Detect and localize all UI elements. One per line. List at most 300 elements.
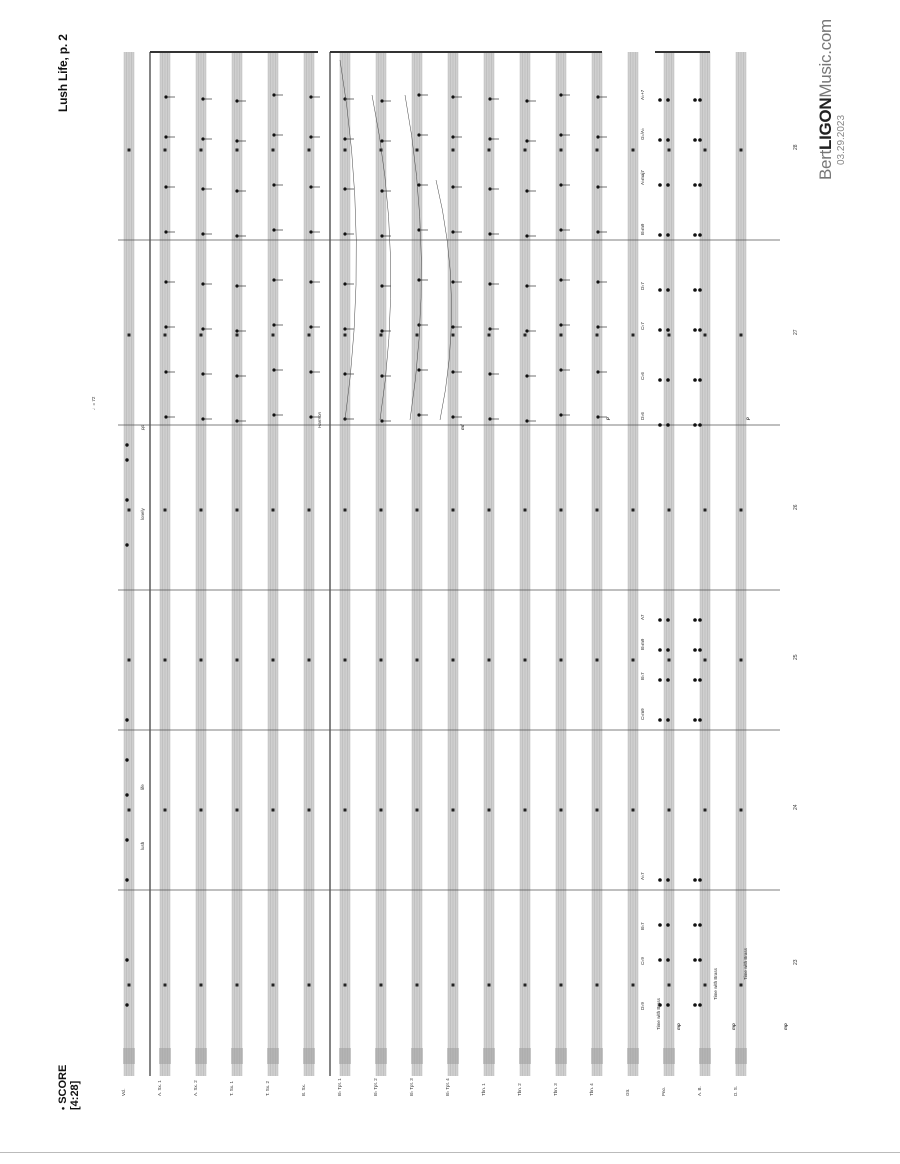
- dynamic-pp: pp: [140, 424, 145, 430]
- vocal-note: [125, 793, 128, 796]
- piano-note: [698, 878, 702, 882]
- note-head: [488, 97, 491, 100]
- rest-mark: [668, 809, 671, 812]
- note-head: [559, 368, 562, 371]
- note-head: [559, 228, 562, 231]
- score-label: [57, 1065, 81, 1110]
- rest-mark: [128, 149, 131, 152]
- note-head: [525, 329, 528, 332]
- note-head: [417, 368, 420, 371]
- rest-mark: [272, 509, 275, 512]
- note-head: [164, 135, 167, 138]
- piano-note: [693, 648, 697, 652]
- rest-mark: [344, 809, 347, 812]
- piano-note: [698, 378, 702, 382]
- piano-note: [698, 423, 702, 427]
- rest-mark: [272, 984, 275, 987]
- chord-symbol: D♭9: [640, 1002, 645, 1010]
- bar-number: 23: [793, 959, 799, 965]
- instrument-label: Tbn. 2: [517, 1083, 522, 1096]
- rest-mark: [524, 659, 527, 662]
- instrument-label: B♭ Tpt. 2: [373, 1078, 378, 1096]
- piano-note: [698, 98, 702, 102]
- note-head: [417, 278, 420, 281]
- rest-mark: [200, 984, 203, 987]
- clef-mark: [699, 1048, 711, 1064]
- instrument-label: A. Sx. 2: [193, 1080, 198, 1096]
- rest-mark: [200, 334, 203, 337]
- note-head: [488, 327, 491, 330]
- rest-mark: [200, 809, 203, 812]
- page-title: Lush Life, p. 2: [56, 34, 70, 112]
- rest-mark: [164, 659, 167, 662]
- piano-note: [666, 618, 670, 622]
- chord-symbol: D♭7: [640, 282, 645, 290]
- piano-note: [658, 923, 662, 927]
- clef-mark: [123, 1048, 135, 1064]
- dynamic-mp-1: mp: [676, 1023, 681, 1030]
- rest-mark: [668, 149, 671, 152]
- instrument-label: Pno.: [661, 1086, 666, 1096]
- piano-note: [658, 328, 662, 332]
- rest-mark: [632, 334, 635, 337]
- note-head: [451, 230, 454, 233]
- tempo-mark: ♩= 72: [91, 396, 96, 410]
- instrument-label: Tbn. 3: [553, 1083, 558, 1096]
- chord-symbol: D♭6: [640, 412, 645, 420]
- note-head: [201, 187, 204, 190]
- rest-mark: [560, 509, 563, 512]
- piano-note: [693, 958, 697, 962]
- note-head: [272, 133, 275, 136]
- note-head: [451, 95, 454, 98]
- piano-note: [693, 138, 697, 142]
- piano-note: [666, 648, 670, 652]
- vocal-note: [125, 543, 128, 546]
- clef-mark: [447, 1048, 459, 1064]
- instrument-label: A. B.: [697, 1086, 702, 1096]
- vocal-note: [125, 718, 128, 721]
- piano-note: [658, 138, 662, 142]
- rest-mark: [560, 149, 563, 152]
- rest-mark: [380, 149, 383, 152]
- note-head: [525, 189, 528, 192]
- vocal-note: [125, 1003, 128, 1006]
- rest-mark: [380, 809, 383, 812]
- chord-symbol: C♭6: [640, 372, 645, 380]
- chord-symbol: C♭7: [640, 322, 645, 330]
- rest-mark: [344, 149, 347, 152]
- bar-number: 27: [793, 329, 799, 335]
- rest-mark: [128, 809, 131, 812]
- clef-mark: [663, 1048, 675, 1064]
- chord-symbol: B♭m9: [640, 638, 645, 650]
- rest-mark: [164, 509, 167, 512]
- rest-mark: [452, 809, 455, 812]
- rest-mark: [488, 149, 491, 152]
- rest-mark: [308, 809, 311, 812]
- rest-mark: [416, 509, 419, 512]
- note-head: [525, 284, 528, 287]
- note-head: [201, 417, 204, 420]
- note-head: [343, 187, 346, 190]
- note-head: [164, 95, 167, 98]
- rest-mark: [740, 334, 743, 337]
- piano-note: [698, 648, 702, 652]
- chord-symbol: G♭/A♭: [640, 128, 645, 140]
- clef-mark: [591, 1048, 603, 1064]
- piano-note: [658, 678, 662, 682]
- note-head: [201, 97, 204, 100]
- dynamic-p-2: p: [745, 417, 750, 420]
- chord-symbol: C♭m9: [640, 708, 645, 720]
- note-head: [164, 185, 167, 188]
- piano-note: [698, 233, 702, 237]
- note-head: [201, 327, 204, 330]
- piano-note: [693, 923, 697, 927]
- note-head: [235, 419, 238, 422]
- note-head: [417, 228, 420, 231]
- piano-note: [698, 718, 702, 722]
- note-head: [596, 185, 599, 188]
- instrument-label: A. Sx. 1: [157, 1080, 162, 1096]
- rest-mark: [740, 509, 743, 512]
- rest-mark: [272, 334, 275, 337]
- vocal-note: [125, 758, 128, 761]
- rest-mark: [524, 984, 527, 987]
- dynamic-mf: mf: [460, 424, 465, 430]
- note-head: [309, 230, 312, 233]
- chord-symbol: A♭7: [640, 872, 645, 880]
- score-timing: [4:28]: [69, 1080, 81, 1110]
- note-head: [309, 135, 312, 138]
- rest-mark: [668, 509, 671, 512]
- note-head: [164, 370, 167, 373]
- clef-mark: [555, 1048, 567, 1064]
- rest-mark: [164, 984, 167, 987]
- note-head: [235, 329, 238, 332]
- rest-mark: [380, 984, 383, 987]
- note-head: [380, 419, 383, 422]
- rest-mark: [632, 659, 635, 662]
- rest-mark: [524, 809, 527, 812]
- note-head: [235, 139, 238, 142]
- rest-mark: [452, 149, 455, 152]
- chord-symbol: B♭7: [640, 922, 645, 930]
- note-head: [525, 419, 528, 422]
- note-head: [525, 374, 528, 377]
- rest-mark: [740, 659, 743, 662]
- piano-note: [693, 183, 697, 187]
- note-head: [559, 93, 562, 96]
- clef-mark: [339, 1048, 351, 1064]
- piano-note: [666, 423, 670, 427]
- rest-mark: [668, 334, 671, 337]
- note-head: [343, 137, 346, 140]
- instrument-label: B♭ Tpt. 3: [409, 1078, 414, 1096]
- piano-note: [658, 98, 662, 102]
- rest-mark: [704, 509, 707, 512]
- annotation-time-feel-3: Time with Brass: [743, 948, 748, 980]
- rest-mark: [704, 334, 707, 337]
- note-head: [272, 368, 275, 371]
- rest-mark: [416, 149, 419, 152]
- rest-mark: [560, 809, 563, 812]
- piano-note: [698, 138, 702, 142]
- chord-symbol: A7: [640, 614, 645, 620]
- instrument-label: Vcl.: [121, 1088, 126, 1096]
- rest-mark: [488, 509, 491, 512]
- note-head: [451, 280, 454, 283]
- note-head: [309, 185, 312, 188]
- piano-note: [693, 878, 697, 882]
- note-head: [201, 232, 204, 235]
- note-head: [164, 230, 167, 233]
- piano-note: [666, 718, 670, 722]
- note-head: [417, 93, 420, 96]
- note-head: [451, 185, 454, 188]
- rest-mark: [560, 659, 563, 662]
- piano-note: [693, 288, 697, 292]
- instrument-label: D. S.: [733, 1085, 738, 1096]
- instrument-label: B♭ Tpt. 1: [337, 1078, 342, 1096]
- instrument-label: B♭ Tpt. 4: [445, 1078, 450, 1096]
- rest-mark: [596, 809, 599, 812]
- rest-mark: [596, 659, 599, 662]
- piano-note: [698, 618, 702, 622]
- note-head: [596, 280, 599, 283]
- piano-note: [698, 288, 702, 292]
- clef-mark: [483, 1048, 495, 1064]
- dynamic-mp-2: mp: [731, 1023, 736, 1030]
- clef-mark: [627, 1048, 639, 1064]
- instrument-label: Tbn. 1: [481, 1083, 486, 1096]
- note-head: [343, 232, 346, 235]
- rest-mark: [164, 809, 167, 812]
- rest-mark: [308, 984, 311, 987]
- rest-mark: [704, 809, 707, 812]
- piano-note: [693, 328, 697, 332]
- rest-mark: [128, 334, 131, 337]
- note-head: [272, 228, 275, 231]
- rest-mark: [344, 509, 347, 512]
- bar-number: 25: [793, 654, 799, 660]
- vocal-note: [125, 958, 128, 961]
- note-head: [380, 284, 383, 287]
- rest-mark: [740, 809, 743, 812]
- note-head: [596, 325, 599, 328]
- vocal-text-2: life: [140, 784, 145, 790]
- note-head: [309, 415, 312, 418]
- clef-mark: [375, 1048, 387, 1064]
- rest-mark: [200, 659, 203, 662]
- rest-mark: [488, 809, 491, 812]
- dynamic-p-1: p: [605, 417, 610, 420]
- note-head: [417, 133, 420, 136]
- note-head: [525, 139, 528, 142]
- instrument-label: Gtr.: [625, 1088, 630, 1096]
- note-head: [164, 415, 167, 418]
- rest-mark: [596, 149, 599, 152]
- bar-number: 28: [793, 144, 799, 150]
- bar-number: 24: [793, 804, 799, 810]
- rest-mark: [272, 809, 275, 812]
- rest-mark: [632, 509, 635, 512]
- vocal-note: [125, 498, 128, 501]
- piano-note: [658, 233, 662, 237]
- rest-mark: [560, 334, 563, 337]
- rest-mark: [236, 149, 239, 152]
- rest-mark: [380, 334, 383, 337]
- rest-mark: [164, 149, 167, 152]
- rest-mark: [308, 149, 311, 152]
- rest-mark: [632, 984, 635, 987]
- rest-mark: [560, 984, 563, 987]
- vocal-text-3: lonely: [140, 508, 145, 520]
- instrument-label: T. Sx. 2: [265, 1080, 270, 1096]
- rest-mark: [452, 984, 455, 987]
- note-head: [272, 323, 275, 326]
- note-head: [488, 137, 491, 140]
- rest-mark: [308, 334, 311, 337]
- note-head: [164, 325, 167, 328]
- rest-mark: [236, 659, 239, 662]
- piano-note: [693, 1003, 697, 1007]
- piano-note: [658, 423, 662, 427]
- note-head: [201, 137, 204, 140]
- rest-mark: [236, 334, 239, 337]
- note-head: [235, 99, 238, 102]
- piano-note: [698, 1003, 702, 1007]
- note-head: [272, 278, 275, 281]
- note-head: [309, 95, 312, 98]
- note-head: [380, 329, 383, 332]
- note-head: [596, 370, 599, 373]
- vocal-note: [125, 443, 128, 446]
- note-head: [309, 280, 312, 283]
- clef-mark: [267, 1048, 279, 1064]
- note-head: [525, 99, 528, 102]
- dynamic-mp-3: mp: [783, 1023, 788, 1030]
- chord-symbol: B♭m9: [640, 223, 645, 235]
- note-head: [559, 133, 562, 136]
- piano-note: [693, 718, 697, 722]
- rest-mark: [128, 509, 131, 512]
- annotation-time-feel-2: Time with Brass: [713, 968, 718, 1000]
- note-head: [343, 282, 346, 285]
- page-date: 03.29.2023: [836, 114, 847, 165]
- note-head: [596, 95, 599, 98]
- note-head: [343, 327, 346, 330]
- rest-mark: [524, 509, 527, 512]
- chord-symbol: B♭7: [640, 672, 645, 680]
- rest-mark: [524, 149, 527, 152]
- note-head: [235, 284, 238, 287]
- note-head: [235, 374, 238, 377]
- rest-mark: [668, 984, 671, 987]
- piano-note: [666, 958, 670, 962]
- clef-mark: [735, 1048, 747, 1064]
- rest-mark: [236, 984, 239, 987]
- note-head: [343, 372, 346, 375]
- piano-note: [658, 648, 662, 652]
- note-head: [596, 135, 599, 138]
- rest-mark: [416, 809, 419, 812]
- clef-mark: [519, 1048, 531, 1064]
- bar-number: 26: [793, 504, 799, 510]
- rest-mark: [740, 149, 743, 152]
- rest-mark: [236, 509, 239, 512]
- note-head: [272, 183, 275, 186]
- piano-note: [666, 923, 670, 927]
- rest-mark: [488, 659, 491, 662]
- rest-mark: [200, 509, 203, 512]
- rest-mark: [704, 659, 707, 662]
- page-bottom-rule: [0, 1152, 900, 1153]
- note-head: [235, 189, 238, 192]
- piano-note: [666, 138, 670, 142]
- rest-mark: [128, 984, 131, 987]
- rest-mark: [380, 659, 383, 662]
- chord-symbol: C♭9: [640, 957, 645, 965]
- chord-symbol: A♭+7: [640, 89, 645, 100]
- note-head: [201, 282, 204, 285]
- rest-mark: [308, 509, 311, 512]
- vocal-text-1: lush: [140, 841, 145, 850]
- note-head: [451, 370, 454, 373]
- note-head: [164, 280, 167, 283]
- piano-note: [658, 378, 662, 382]
- instrument-label: Tbn. 4: [589, 1083, 594, 1096]
- rest-mark: [452, 334, 455, 337]
- note-head: [380, 374, 383, 377]
- note-head: [559, 278, 562, 281]
- note-head: [309, 325, 312, 328]
- instrument-label: B. Sx.: [301, 1083, 306, 1096]
- vocal-note: [125, 838, 128, 841]
- piano-note: [666, 378, 670, 382]
- rest-mark: [632, 149, 635, 152]
- note-head: [488, 417, 491, 420]
- note-head: [559, 323, 562, 326]
- rest-mark: [416, 334, 419, 337]
- clef-mark: [159, 1048, 171, 1064]
- note-head: [559, 413, 562, 416]
- piano-note: [666, 878, 670, 882]
- rest-mark: [416, 984, 419, 987]
- note-head: [488, 372, 491, 375]
- note-head: [380, 99, 383, 102]
- rest-mark: [488, 334, 491, 337]
- note-head: [488, 282, 491, 285]
- rest-mark: [596, 509, 599, 512]
- note-head: [309, 370, 312, 373]
- piano-note: [666, 98, 670, 102]
- rest-mark: [740, 984, 743, 987]
- rest-mark: [236, 809, 239, 812]
- piano-note: [658, 183, 662, 187]
- note-head: [380, 234, 383, 237]
- clef-mark: [411, 1048, 423, 1064]
- note-head: [525, 234, 528, 237]
- piano-note: [666, 678, 670, 682]
- note-head: [201, 372, 204, 375]
- note-head: [451, 415, 454, 418]
- rest-mark: [452, 659, 455, 662]
- vocal-note: [125, 458, 128, 461]
- rest-mark: [272, 659, 275, 662]
- rest-mark: [128, 659, 131, 662]
